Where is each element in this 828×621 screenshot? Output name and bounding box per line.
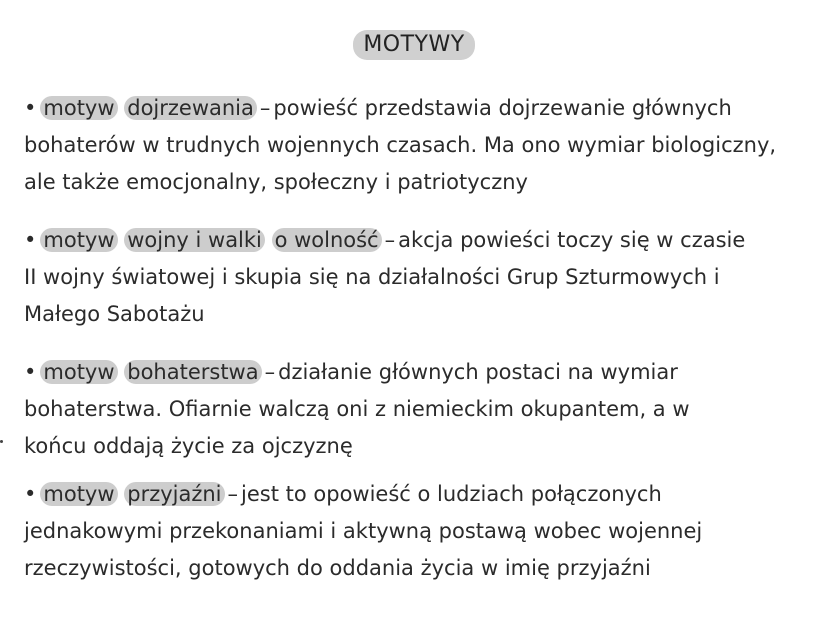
page-title: MOTYWY: [353, 30, 474, 60]
motif-section-1: [24, 90, 814, 201]
dash-separator: –: [259, 96, 271, 120]
motif-line-3: Małego Sabotażu: [24, 302, 205, 326]
motif-highlight: motyw: [40, 482, 117, 506]
motif-highlight: bohaterstwa: [124, 360, 261, 384]
motif-section-3: [24, 354, 814, 465]
motif-text: akcja powieści toczy się w czasie: [398, 228, 746, 252]
dash-separator: –: [227, 482, 239, 506]
motif-line-2: bohaterstwa. Ofiarnie walczą oni z niemieckim okupantem, a w: [24, 397, 690, 421]
motif-line-2: II wojny światowej i skupia się na działalności Grup Szturmowych i: [24, 265, 720, 289]
motif-text: powieść przedstawia dojrzewanie głównych: [273, 96, 732, 120]
edge-mark: [0, 440, 3, 443]
motif-highlight: motyw: [40, 228, 117, 252]
motif-section-2: [24, 222, 814, 333]
dash-separator: –: [384, 228, 396, 252]
bullet-icon: •: [24, 96, 37, 120]
motif-section-4: [24, 476, 814, 587]
motif-line-2: jednakowymi przekonaniami i aktywną postawą wobec wojennej: [24, 519, 703, 543]
title-wrap: [0, 30, 828, 60]
motif-highlight: wojny i walki: [124, 228, 265, 252]
motif-line-1: [24, 354, 814, 391]
motif-line-3: ale także emocjonalny, społeczny i patriotyczny: [24, 170, 528, 194]
motif-highlight: o wolność: [272, 228, 382, 252]
bullet-icon: •: [24, 228, 37, 252]
motif-highlight: dojrzewania: [124, 96, 257, 120]
motif-highlight: motyw: [40, 360, 117, 384]
motif-highlight: motyw: [40, 96, 117, 120]
motif-line-2: bohaterów w trudnych wojennych czasach. Ma ono wymiar biologiczny,: [24, 133, 777, 157]
motif-line-1: [24, 90, 814, 127]
motif-line-1: [24, 476, 814, 513]
motif-highlight: przyjaźni: [124, 482, 224, 506]
motif-text: jest to opowieść o ludziach połączonych: [241, 482, 662, 506]
bullet-icon: •: [24, 360, 37, 384]
motif-line-1: [24, 222, 814, 259]
motif-line-3: rzeczywistości, gotowych do oddania życia w imię przyjaźni: [24, 556, 651, 580]
motif-text: działanie głównych postaci na wymiar: [278, 360, 678, 384]
bullet-icon: •: [24, 482, 37, 506]
dash-separator: –: [264, 360, 276, 384]
motif-line-3: końcu oddają życie za ojczyznę: [24, 434, 353, 458]
